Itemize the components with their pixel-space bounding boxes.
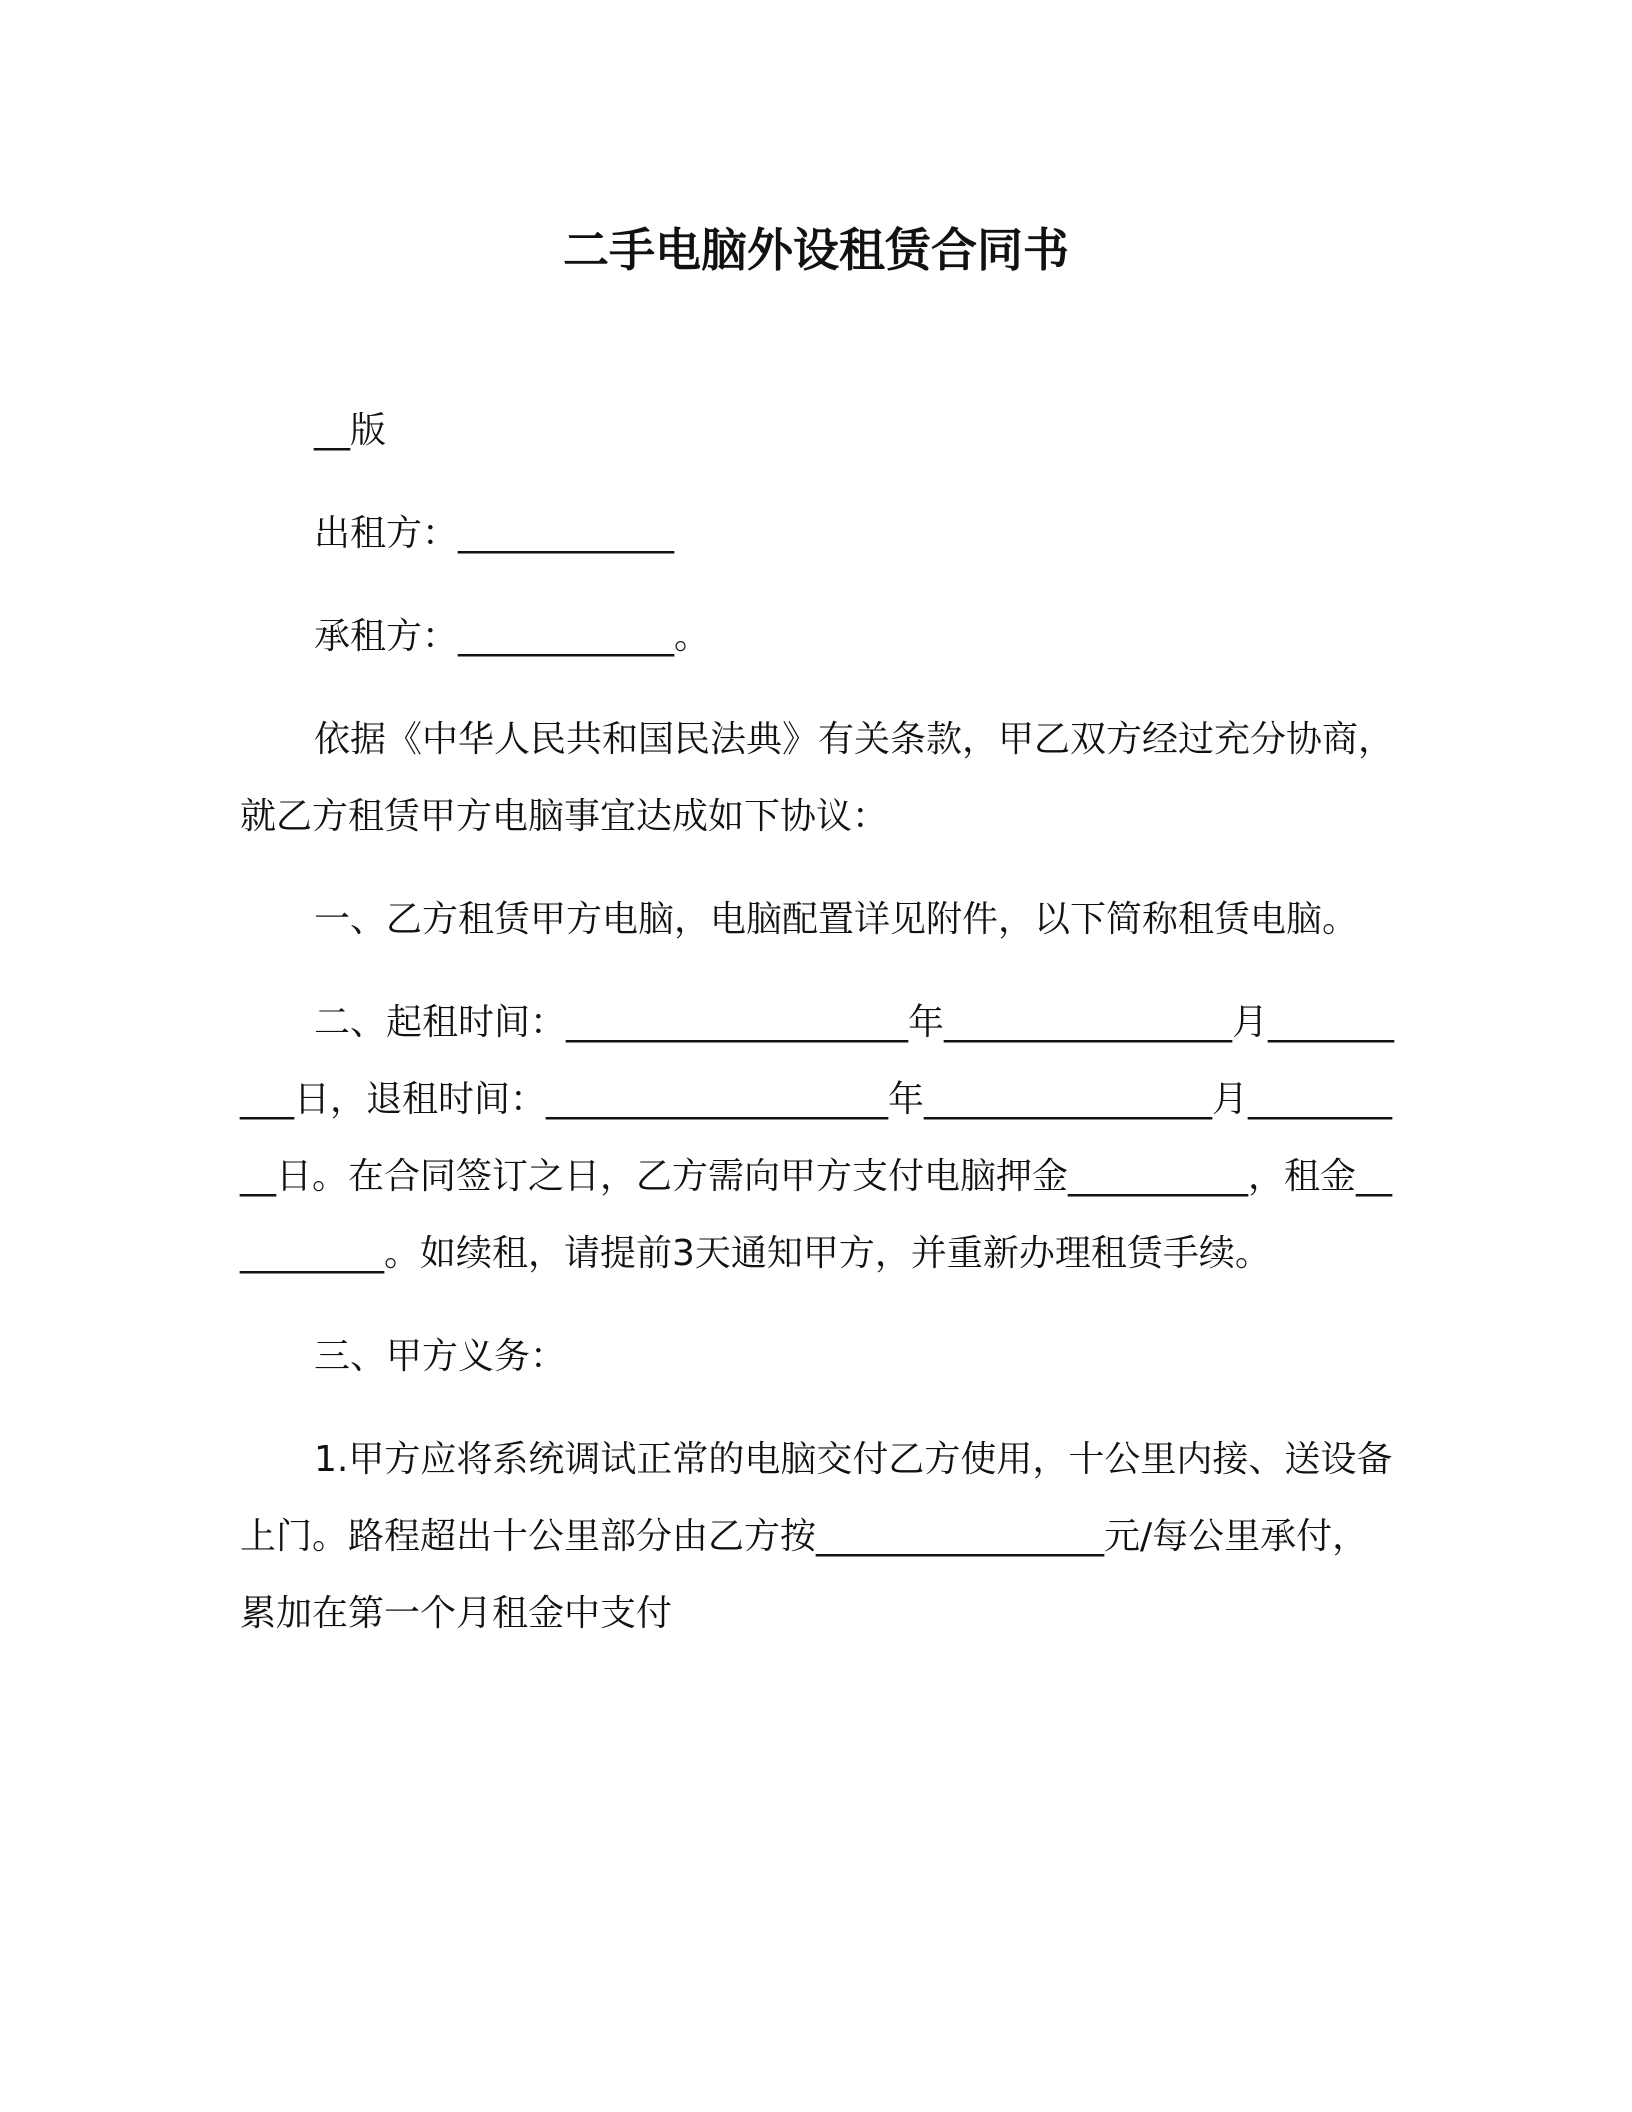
version-line: __版	[314, 410, 387, 451]
clause-one: 一、乙方租赁甲方电脑，电脑配置详见附件，以下简称租赁电脑。	[314, 899, 1359, 940]
clause-three-item-one: 1.甲方应将系统调试正常的电脑交付乙方使用，十公里内接、送设备上门。路程超出十公里部分由乙方按________________元/每公里承付，累加在第一个月租金中支付	[240, 1439, 1393, 1634]
lessor-line: 出租方：____________	[314, 513, 675, 554]
document-body	[240, 392, 1400, 1678]
lessee-line: 承租方：____________。	[314, 616, 711, 657]
clause-three-heading: 三、甲方义务：	[314, 1336, 567, 1377]
document-title: 二手电脑外设租赁合同书	[563, 223, 1069, 277]
clause-two: 二、起租时间：___________________年________________月__________日，退租时间：___________________年________________月__________日。在合同签订之日，乙方需向甲方支付电脑押金__________，租金__________。如续租，请提前3天通知甲方，并重新办理租赁手续。	[240, 1002, 1395, 1274]
basis-paragraph: 依据《中华人民共和国民法典》有关条款，甲乙双方经过充分协商，就乙方租赁甲方电脑事宜达成如下协议：	[240, 719, 1395, 837]
